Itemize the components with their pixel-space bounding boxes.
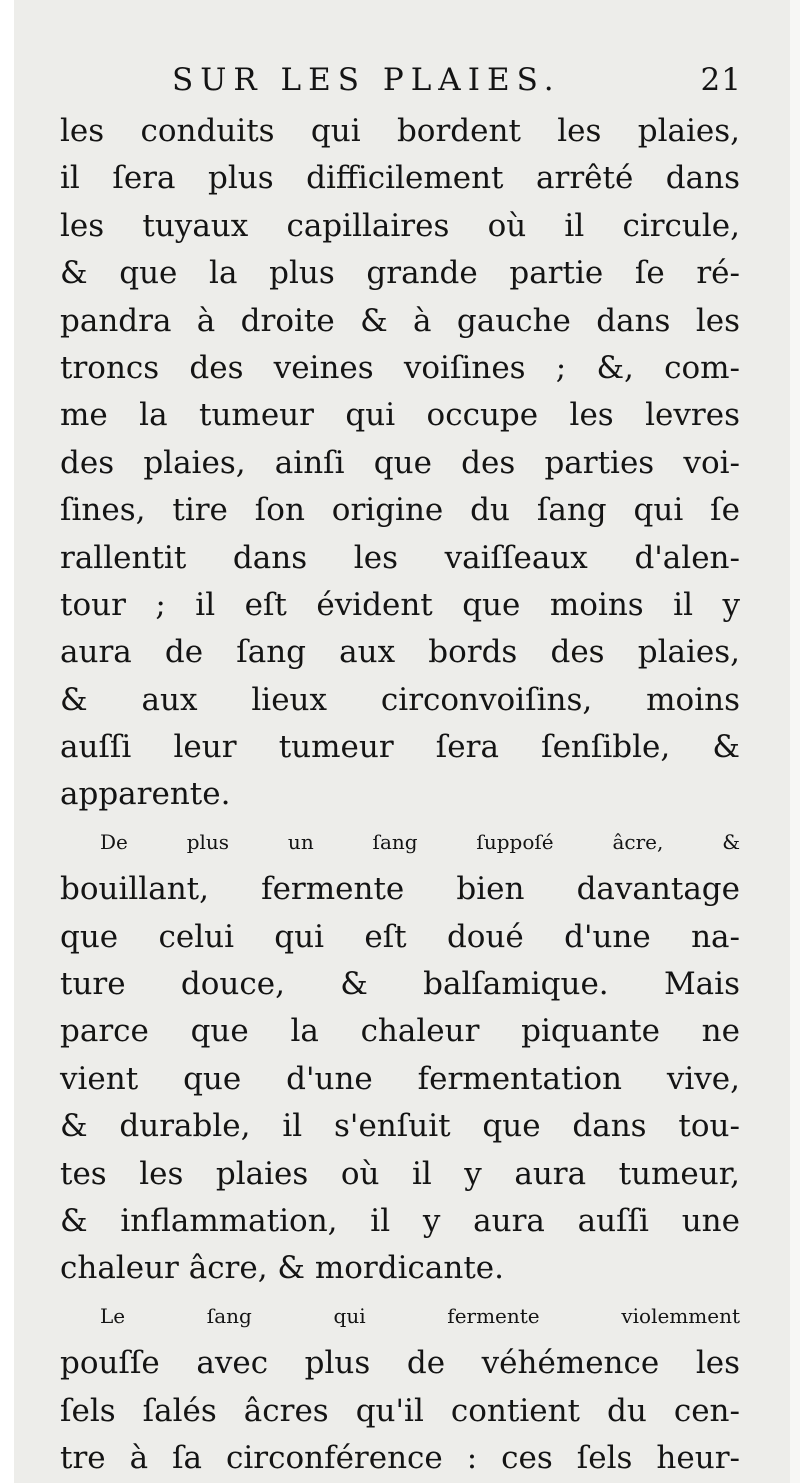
text-line: apparente. [60, 776, 231, 813]
text-line: ture douce, & balſamique. Mais [60, 966, 740, 1003]
text-line: tour ; il eſt évident que moins il y [60, 586, 740, 623]
text-line: chaleur âcre, & mordicante. [60, 1250, 504, 1287]
page-number: 21 [700, 62, 742, 98]
body-text [60, 108, 740, 1482]
text-line: ſines, tire ſon origine du ſang qui ſe [60, 492, 740, 529]
scan-margin-right [790, 0, 800, 1483]
text-line: il ſera plus difficilement arrêté dans [60, 160, 740, 197]
text-line: pouſſe avec plus de véhémence les [60, 1345, 740, 1382]
running-title: SUR LES PLAIES. [172, 62, 561, 98]
text-line: & durable, il s'enſuit que dans tou- [60, 1108, 740, 1145]
text-line: troncs des veines voiſines ; &, com- [60, 349, 740, 386]
text-line: & que la plus grande partie ſe ré- [60, 255, 740, 292]
text-line: bouillant, fermente bien davantage [60, 871, 740, 908]
text-line: les tuyaux capillaires où il circule, [60, 207, 740, 244]
text-line: auſſi leur tumeur ſera ſenſible, & [60, 729, 740, 766]
text-line: les conduits qui bordent les plaies, [60, 113, 740, 149]
text-line: aura de ſang aux bords des plaies, [60, 634, 740, 671]
text-line: tre à ſa circonférence : ces ſels heur- [60, 1439, 740, 1476]
text-line: me la tumeur qui occupe les levres [60, 397, 740, 434]
text-line: parce que la chaleur piquante ne [60, 1013, 740, 1050]
text-line: vient que d'une fermentation vive, [60, 1060, 740, 1097]
text-line: De plus un ſang ſuppoſé âcre, & [100, 829, 740, 854]
scan-margin-left [0, 0, 14, 1483]
page-header [172, 62, 742, 110]
text-line: pandra à droite & à gauche dans les [60, 302, 740, 339]
text-line: & inflammation, il y aura auſſi une [60, 1202, 740, 1239]
text-line: que celui qui eſt doué d'une na- [60, 918, 740, 955]
text-line: Le ſang qui fermente violemment [100, 1303, 740, 1328]
text-line: tes les plaies où il y aura tumeur, [60, 1155, 740, 1192]
text-line: & aux lieux circonvoiſins, moins [60, 681, 740, 718]
text-line: ſels ſalés âcres qu'il contient du cen- [60, 1392, 740, 1429]
text-line: rallentit dans les vaiſſeaux d'alen- [60, 539, 740, 576]
text-line: des plaies, ainſi que des parties voi- [60, 444, 740, 481]
